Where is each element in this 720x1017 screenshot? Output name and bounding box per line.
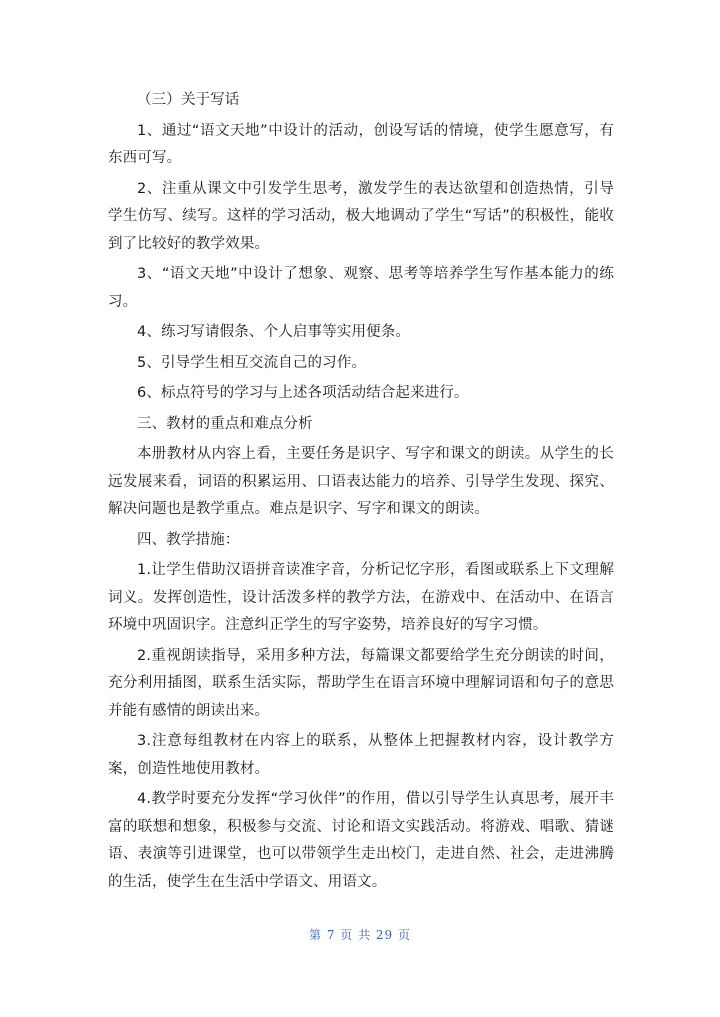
paragraph: 5、引导学生相互交流自己的习作。 [137,354,367,371]
heading-teaching-measures: 四、教学措施： [137,531,240,548]
paragraph: 3、“语文天地”中设计了想象、观察、思考等培养学生写作基本能力的练习。 [108,266,614,310]
page-number: 第 7 页 共 29 页 [309,928,411,942]
paragraph: 6、标点符号的学习与上述各项活动结合起来进行。 [137,385,469,401]
paragraph: 2、注重从课文中引发学生思考，激发学生的表达欲望和创造热情，引导学生仿写、续写。这样的学习活动，极大地调动了学生“写话”的积极性，能收到了比较好的教学效果。 [108,180,614,252]
document-body [108,87,614,899]
paragraph: 1.让学生借助汉语拼音读准字音，分析记忆字形，看图或联系上下文理解词义。发挥创造性，设计活泼多样的教学方法，在游戏中、在活动中、在语言环境中巩固识字。注意纠正学生的写字姿势，培养良好的写字习惯。 [108,562,614,633]
paragraph: 2.重视朗读指导，采用多种方法，每篇课文都要给学生充分朗读的时间，充分利用插图，联系生活实际，帮助学生在语言环境中理解词语和句子的意思并能有感情的朗读出来。 [108,647,614,719]
paragraph: 本册教材从内容上看，主要任务是识字、写字和课文的朗读。从学生的长远发展来看，词语的积累运用、口语表达能力的培养、引导学生发现、探究、解决问题也是教学重点。难点是识字、写字和课文的朗读。 [108,446,614,517]
heading-key-points: 三、教材的重点和难点分析 [137,415,313,432]
paragraph: 3.注意每组教材在内容上的联系，从整体上把握教材内容，设计教学方案，创造性地使用教材。 [108,733,614,777]
heading-writing: （三）关于写话 [137,92,240,108]
paragraph: 4.教学时要充分发挥“学习伙伴”的作用，借以引导学生认真思考，展开丰富的联想和想象，积极参与交流、讨论和语文实践活动。将游戏、唱歌、猜谜语、表演等引进课堂，也可以带领学生走出校门，走进自然、社会，走进沸腾的生活，使学生在生活中学语文、用语文。 [108,791,614,890]
paragraph: 4、练习写请假条、个人启事等实用便条。 [137,324,411,340]
paragraph: 1、通过“语文天地”中设计的活动，创设写话的情境，使学生愿意写，有东西可写。 [108,122,614,166]
